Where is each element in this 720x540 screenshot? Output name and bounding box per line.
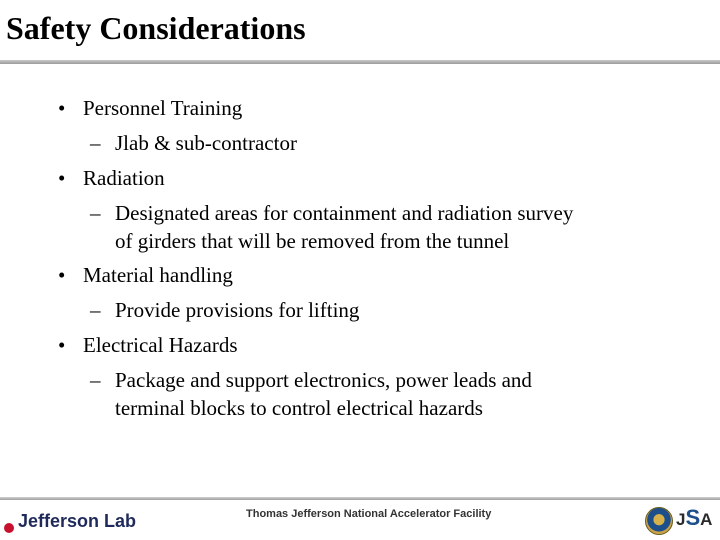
bullet-label: Material handling [83, 263, 233, 287]
logo-dot-icon [4, 523, 14, 533]
bullet-label: Radiation [83, 166, 165, 190]
sub-item [90, 368, 532, 393]
logo-text: Jefferson Lab [18, 510, 137, 531]
sub-item [90, 298, 359, 323]
dash-icon: – [90, 298, 101, 322]
bullet-icon: • [58, 96, 66, 120]
bullet-item-material-handling [58, 263, 233, 288]
sub-item [90, 131, 297, 156]
bullet-icon: • [58, 166, 66, 190]
jsa-logo [676, 505, 712, 531]
bullet-label: Electrical Hazards [83, 333, 238, 357]
sub-item [90, 201, 573, 226]
sub-item-text: Package and support electronics, power leads and [115, 368, 532, 392]
dash-icon: – [90, 201, 101, 225]
jsa-logo-s: S [685, 505, 701, 530]
bullet-icon: • [58, 333, 66, 357]
sub-item-text: Jlab & sub-contractor [115, 131, 297, 155]
jsa-logo-a: A [700, 510, 713, 529]
facility-name: Thomas Jefferson National Accelerator Facility [246, 508, 492, 520]
bullet-item-electrical-hazards [58, 333, 238, 358]
slide-title: Safety Considerations [6, 10, 306, 46]
sub-item-continuation: of girders that will be removed from the tunnel [115, 229, 510, 253]
bullet-label: Personnel Training [83, 96, 243, 120]
title-divider [0, 60, 720, 64]
bullet-item-radiation [58, 166, 165, 191]
sub-item-text: Provide provisions for lifting [115, 298, 360, 322]
bullet-icon: • [58, 263, 66, 287]
bullet-item-personnel-training [58, 96, 242, 121]
dash-icon: – [90, 131, 101, 155]
doe-seal-icon [645, 507, 673, 535]
sub-item-text: Designated areas for containment and radiation survey [115, 201, 574, 225]
jefferson-lab-logo [4, 504, 136, 538]
jsa-logo-j: J [676, 510, 686, 529]
sub-item-continuation: terminal blocks to control electrical hazards [115, 396, 483, 420]
dash-icon: – [90, 368, 101, 392]
